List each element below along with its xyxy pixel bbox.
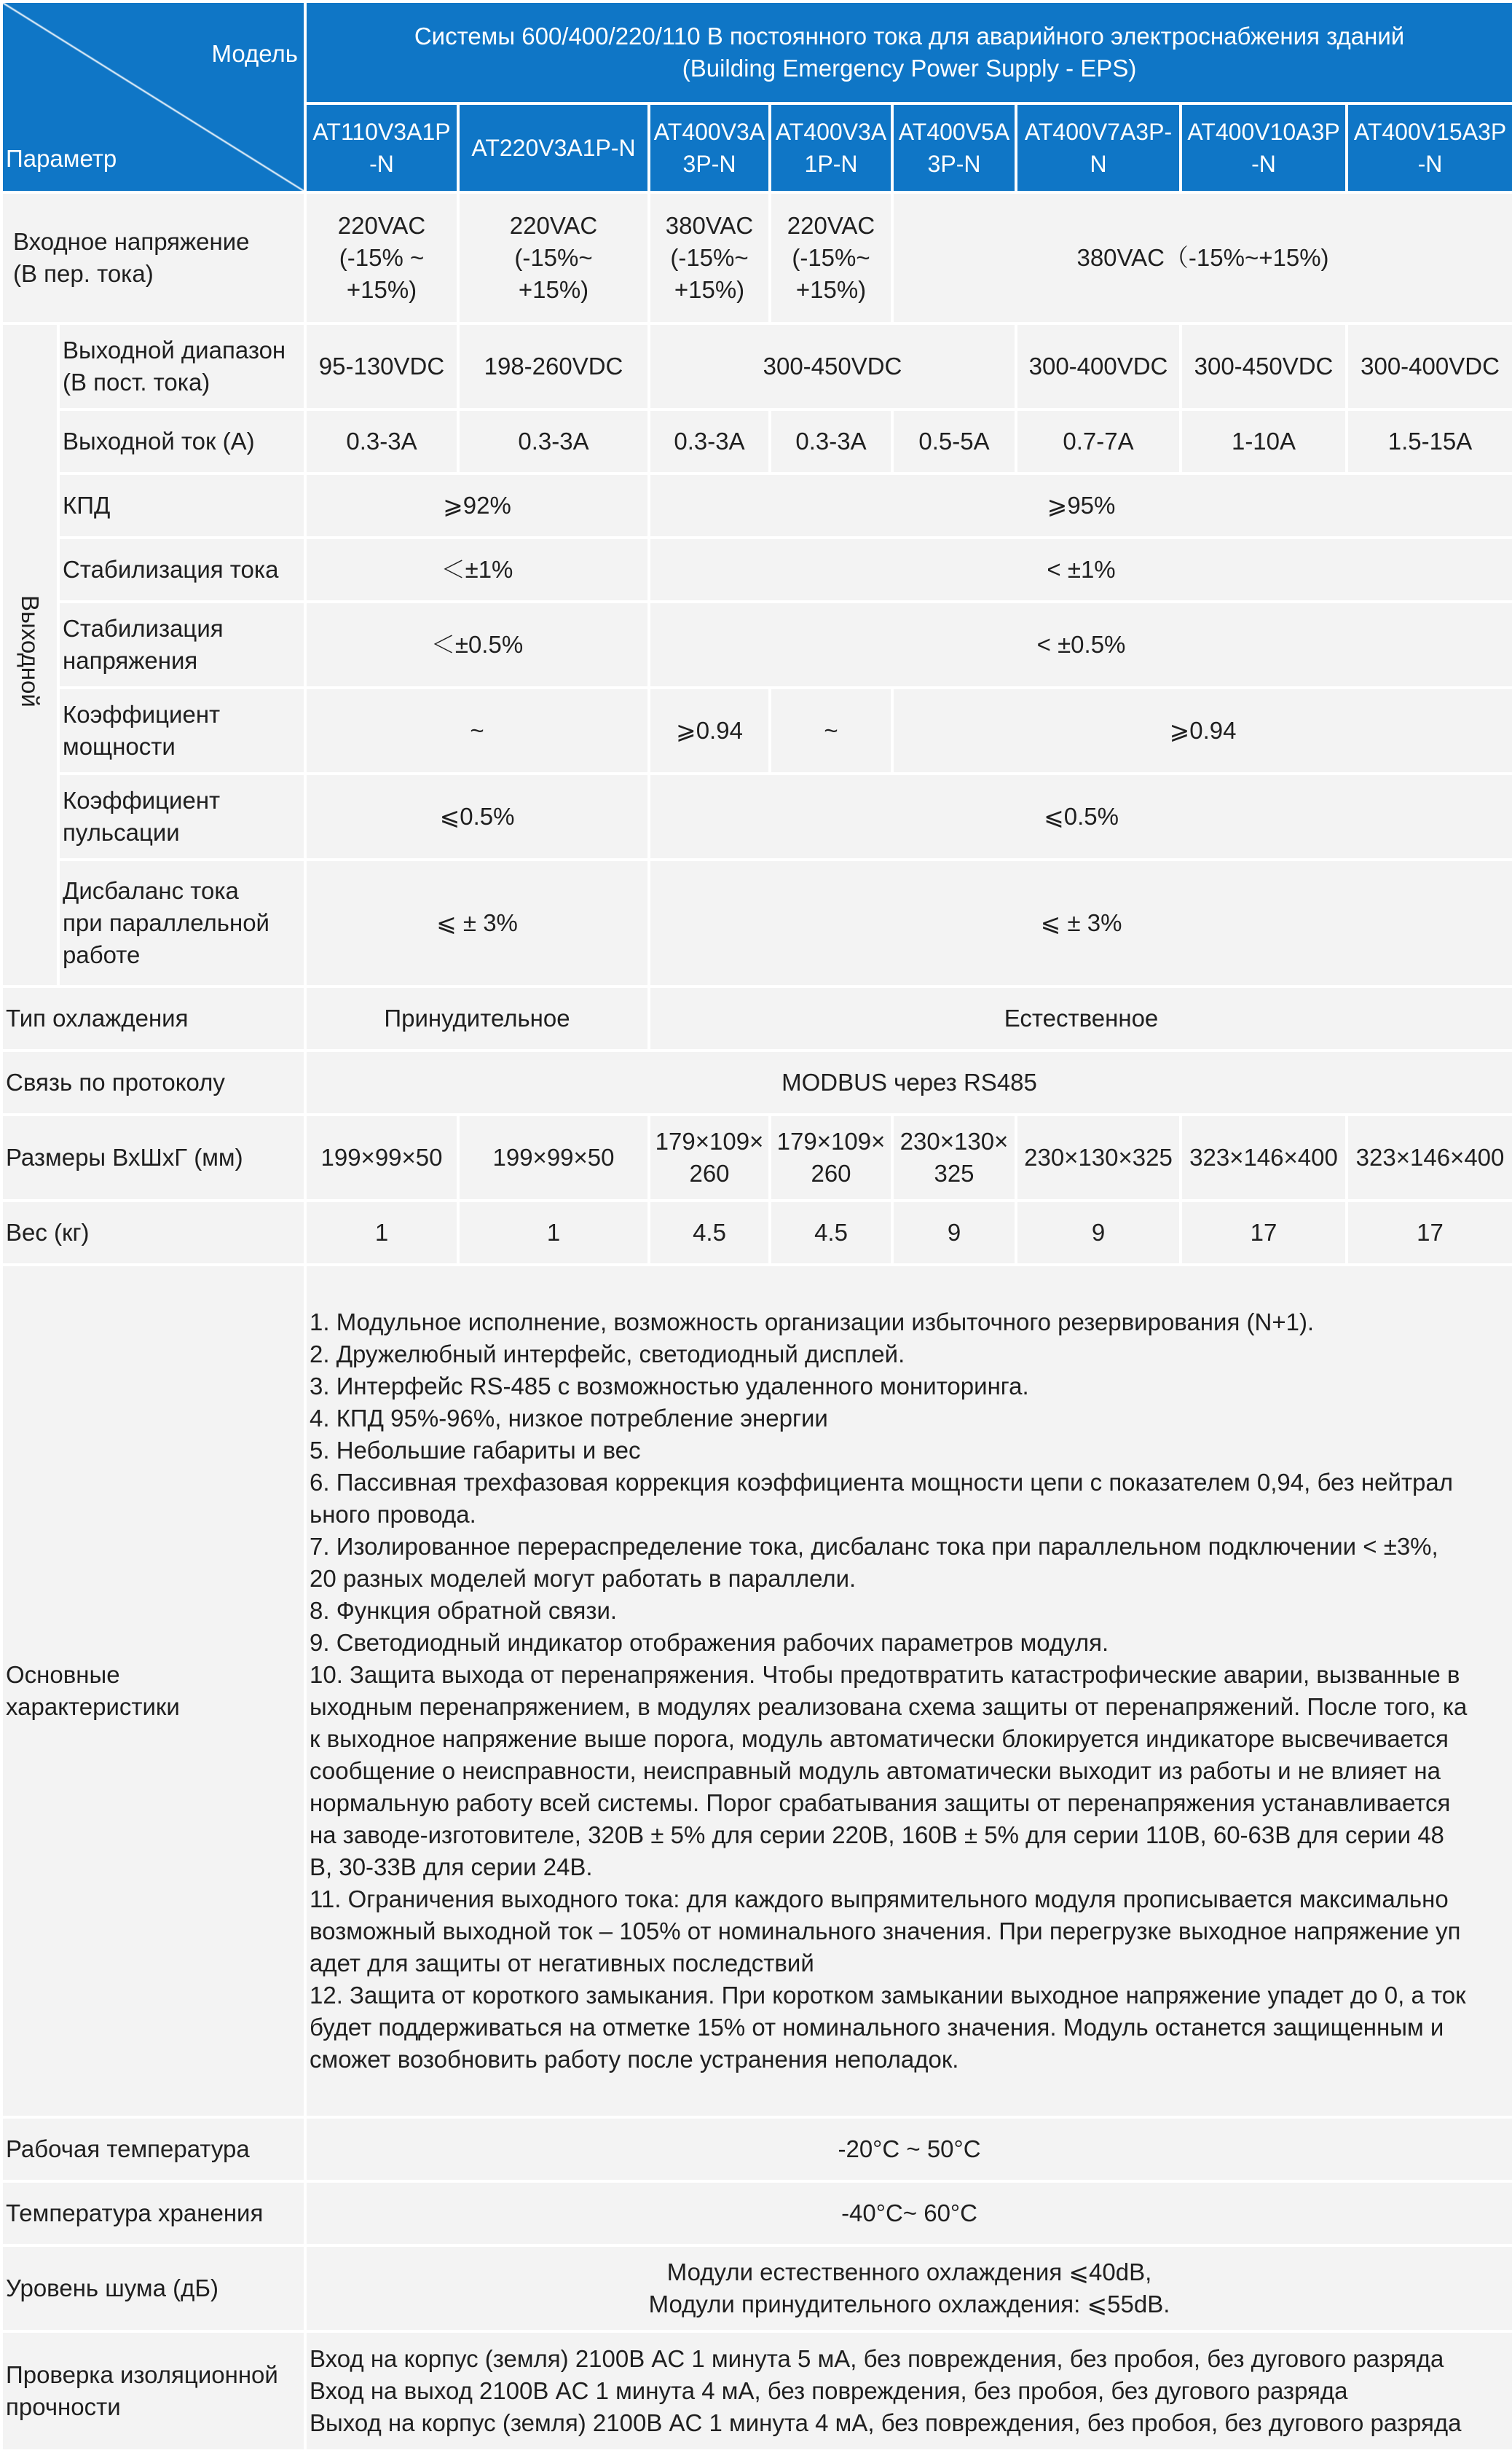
feature-item: 10. Защита выхода от перенапряжения. Чтобы предотвратить катастрофические аварии, вызванные в ыходным перенапряжением, в модулях реализована схема защиты от перенапряжений. После того, ка к выходное напряжение выше порога, модуль автоматически блокируется индикаторе высвечивается сообщение о неисправности, неисправный модуль автоматически выходит из работы и не влияет на нормальную работу всей системы. Порог срабатывания защиты от перенапряжения устанавливается на заводе-изготовителе, 320В ± 5% для серии 220В, 160В ± 5% для серии 110В, 60-63В для серии 48 В, 30-33В для серии 24В. — [310, 1661, 1468, 1880]
value-cell: Модули естественного охлаждения ⩽40dB, Модули принудительного охлаждения: ⩽55dB. — [305, 2245, 1512, 2331]
row-label: Проверка изоляционной прочности — [1, 2331, 305, 2451]
ripple-row — [1, 774, 1512, 860]
value-cell: 323×146×400 — [1347, 1115, 1512, 1201]
value-cell: < ±1% — [649, 538, 1512, 602]
row-label: Дисбаланс тока при параллельной работе — [58, 860, 305, 986]
value-cell: ＜±1% — [305, 538, 649, 602]
header-title — [305, 1, 1512, 103]
noise-row — [1, 2245, 1512, 2331]
value-cell: ⩾95% — [649, 474, 1512, 538]
value-cell: ~ — [305, 688, 649, 774]
row-label: Связь по протоколу — [1, 1051, 305, 1115]
value-cell: 230×130× 325 — [892, 1115, 1016, 1201]
value-cell: 220VAC (-15%~ +15%) — [770, 192, 892, 323]
cooling-row — [1, 986, 1512, 1051]
param-label: Параметр — [6, 145, 117, 172]
value-cell: 220VAC (-15% ~ +15%) — [305, 192, 458, 323]
value-cell: 0.3-3A — [770, 409, 892, 474]
value-cell: 179×109× 260 — [770, 1115, 892, 1201]
feature-item: 5. Небольшие габариты и вес — [310, 1437, 641, 1464]
row-label: Стабилизация напряжения — [58, 602, 305, 688]
model-label: Модель — [211, 40, 298, 67]
value-cell: ⩽ ± 3% — [649, 860, 1512, 986]
value-cell: 300-400VDC — [1016, 323, 1181, 409]
value-cell: 199×99×50 — [458, 1115, 649, 1201]
row-label: Размеры ВхШхГ (мм) — [1, 1115, 305, 1201]
value-cell: 198-260VDC — [458, 323, 649, 409]
value-cell: ⩽ ± 3% — [305, 860, 649, 986]
value-cell: 0.3-3A — [305, 409, 458, 474]
value-cell: 0.7-7A — [1016, 409, 1181, 474]
model-name: AT400V5A 3P-N — [892, 103, 1016, 192]
value-cell: ~ — [770, 688, 892, 774]
protocol-row — [1, 1051, 1512, 1115]
dimensions-row — [1, 1115, 1512, 1201]
feature-item: 4. КПД 95%-96%, низкое потребление энергии — [310, 1405, 828, 1432]
row-label: Вес (кг) — [1, 1201, 305, 1265]
features-list — [310, 1306, 1509, 2076]
value-cell: 95-130VDC — [305, 323, 458, 409]
row-label: Основные характеристики — [1, 1265, 305, 2117]
input-voltage-row — [1, 192, 1512, 323]
value-cell: 4.5 — [770, 1201, 892, 1265]
value-cell: 199×99×50 — [305, 1115, 458, 1201]
model-name: AT110V3A1P -N — [305, 103, 458, 192]
value-cell: 1-10A — [1181, 409, 1347, 474]
value-cell: 0.5-5A — [892, 409, 1016, 474]
value-cell: 0.3-3A — [458, 409, 649, 474]
header-corner-cell — [1, 1, 305, 192]
row-label: Уровень шума (дБ) — [1, 2245, 305, 2331]
value-cell: < ±0.5% — [649, 602, 1512, 688]
value-cell: Принудительное — [305, 986, 649, 1051]
value-cell: 230×130×325 — [1016, 1115, 1181, 1201]
value-cell: Вход на корпус (земля) 2100В AC 1 минута 5 мА, без повреждения, без пробоя, без дугового разряда Вход на выход 2100В AC 1 минута 4 мА, без повреждения, без пробоя, без дугового разряда Выход на корпус (земля) 2100В AC 1 минута 4 мА, без повреждения, без пробоя, без дугового разряда — [305, 2331, 1512, 2451]
value-cell: 4.5 — [649, 1201, 770, 1265]
feature-item: 7. Изолированное перераспределение тока, дисбаланс тока при параллельном подключении < ±3%, 20 разных моделей могут работать в параллели. — [310, 1533, 1438, 1592]
feature-item: 11. Ограничения выходного тока: для каждого выпрямительного модуля прописывается максимально возможный выходной ток – 105% от номинального значения. При перегрузке выходное напряжение уп адет для защиты от негативных последствий — [310, 1885, 1461, 1977]
current-stab-row — [1, 538, 1512, 602]
row-label: Стабилизация тока — [58, 538, 305, 602]
value-cell: ⩽0.5% — [649, 774, 1512, 860]
output-group-text: Выходной — [17, 594, 44, 707]
row-label: Коэффициент пульсации — [58, 774, 305, 860]
value-cell: 323×146×400 — [1181, 1115, 1347, 1201]
value-cell: 0.3-3A — [649, 409, 770, 474]
row-label: Рабочая температура — [1, 2117, 305, 2181]
row-label: Выходной ток (А) — [58, 409, 305, 474]
features-row — [1, 1265, 1512, 2117]
value-cell: ⩾0.94 — [892, 688, 1512, 774]
model-name: AT400V3A 3P-N — [649, 103, 770, 192]
row-label: Температура хранения — [1, 2181, 305, 2245]
value-cell: 1.5-15A — [1347, 409, 1512, 474]
value-cell: ＜±0.5% — [305, 602, 649, 688]
row-label: КПД — [58, 474, 305, 538]
value-cell: 220VAC (-15%~ +15%) — [458, 192, 649, 323]
feature-item: 12. Защита от короткого замыкания. При коротком замыкании выходное напряжение упадет до 0, а ток будет поддерживаться на отметке 15% от номинального значения. Модуль останется защищенным и сможет возобновить работу после устранения неполадок. — [310, 1982, 1466, 2073]
header-row — [1, 1, 1512, 103]
value-cell: 1 — [458, 1201, 649, 1265]
feature-item: 9. Светодиодный индикатор отображения рабочих параметров модуля. — [310, 1629, 1109, 1656]
weight-row — [1, 1201, 1512, 1265]
value-cell: 380VAC（-15%~+15%) — [892, 192, 1512, 323]
model-name: AT400V10A3P -N — [1181, 103, 1347, 192]
value-cell: Естественное — [649, 986, 1512, 1051]
value-cell: ⩾0.94 — [649, 688, 770, 774]
operating-temp-row — [1, 2117, 1512, 2181]
model-name: AT220V3A1P-N — [458, 103, 649, 192]
row-label: Выходной диапазон (В пост. тока) — [58, 323, 305, 409]
header-title-line2: (Building Emergency Power Supply - EPS) — [682, 55, 1137, 82]
model-name: AT400V3A 1P-N — [770, 103, 892, 192]
feature-item: 1. Модульное исполнение, возможность организации избыточного резервирования (N+1). — [310, 1308, 1315, 1335]
value-cell: 179×109× 260 — [649, 1115, 770, 1201]
power-factor-row — [1, 688, 1512, 774]
value-cell: 17 — [1181, 1201, 1347, 1265]
output-group-label — [1, 323, 58, 986]
value-cell: ⩽0.5% — [305, 774, 649, 860]
feature-item: 6. Пассивная трехфазовая коррекция коэффициента мощности цепи с показателем 0,94, без нейтрал ьного провода. — [310, 1469, 1454, 1528]
feature-item: 8. Функция обратной связи. — [310, 1597, 618, 1624]
feature-item: 3. Интерфейс RS-485 с возможностью удаленного мониторинга. — [310, 1373, 1029, 1400]
imbalance-row — [1, 860, 1512, 986]
value-cell: -40°C~ 60°C — [305, 2181, 1512, 2245]
row-label: Входное напряжение (В пер. тока) — [1, 192, 305, 323]
value-cell: -20°C ~ 50°C — [305, 2117, 1512, 2181]
value-cell: 9 — [892, 1201, 1016, 1265]
feature-item: 2. Дружелюбный интерфейс, светодиодный дисплей. — [310, 1341, 905, 1367]
storage-temp-row — [1, 2181, 1512, 2245]
value-cell: 300-450VDC — [649, 323, 1016, 409]
header-title-line1: Системы 600/400/220/110 В постоянного тока для аварийного электроснабжения зданий — [414, 23, 1405, 50]
features-cell — [305, 1265, 1512, 2117]
value-cell: 1 — [305, 1201, 458, 1265]
model-name: AT400V15A3P -N — [1347, 103, 1512, 192]
efficiency-row — [1, 474, 1512, 538]
value-cell: 300-400VDC — [1347, 323, 1512, 409]
value-cell: ⩾92% — [305, 474, 649, 538]
value-cell: MODBUS через RS485 — [305, 1051, 1512, 1115]
row-label: Коэффициент мощности — [58, 688, 305, 774]
output-current-row — [1, 409, 1512, 474]
value-cell: 17 — [1347, 1201, 1512, 1265]
output-range-row — [1, 323, 1512, 409]
insulation-row — [1, 2331, 1512, 2451]
value-cell: 9 — [1016, 1201, 1181, 1265]
value-cell: 380VAC (-15%~ +15%) — [649, 192, 770, 323]
voltage-stab-row — [1, 602, 1512, 688]
row-label: Тип охлаждения — [1, 986, 305, 1051]
model-name: AT400V7A3P- N — [1016, 103, 1181, 192]
value-cell: 300-450VDC — [1181, 323, 1347, 409]
